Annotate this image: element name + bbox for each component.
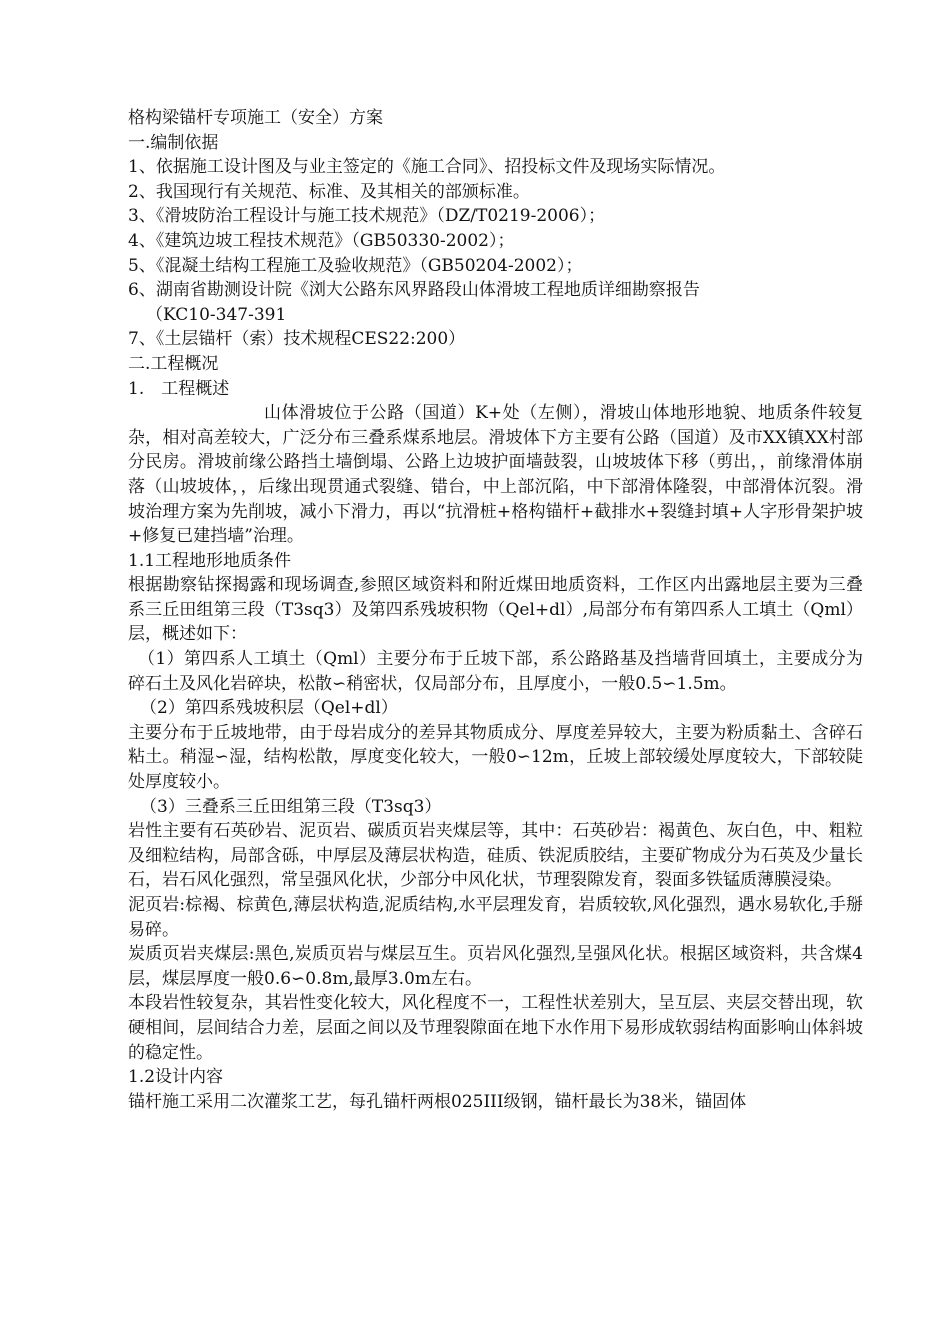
coal-paragraph: 炭质页岩夹煤层:黑色,炭质页岩与煤层互生。页岩风化强烈,呈强风化状。根据区域资料，共含煤4层，煤层厚度一般0.6∽0.8m,最厚3.0m左右。 <box>128 944 863 989</box>
basis-item-6: 6、湖南省勘测设计院《浏大公路东风界路段山体滑坡工程地质详细勘察报告 <box>128 280 700 301</box>
basis-item-7: 7、《土层锚杆（索）技术规程CES22:200） <box>128 329 466 350</box>
design-paragraph: 锚杆施工采用二次灌浆工艺，每孔锚杆两根025III级钢，锚杆最长为38米，锚固体 <box>128 1091 747 1112</box>
subsection-heading: 1. 工程概述 <box>128 378 230 399</box>
subsection-heading: 1.2设计内容 <box>128 1067 224 1088</box>
summary-paragraph: 本段岩性较复杂，其岩性变化较大，风化程度不一，工程性状差别大，呈互层、夹层交替出现，软硬相间，层间结合力差，层面之间以及节理裂隙面在地下水作用下易形成软弱结构面影响山体斜坡的稳定性。 <box>128 993 863 1063</box>
geology-item-2-heading: （2）第四系残坡积层（Qel+dl） <box>140 698 398 719</box>
overview-paragraph: 山体滑坡位于公路（国道）K+处（左侧），滑坡山体地形地貌、地质条件较复杂，相对高差较大，广泛分布三叠系煤系地层。滑坡体下方主要有公路（国道）及市XX镇XX村部分民房。滑坡前缘公路挡土墙倒塌、公路上边坡护面墙鼓裂，山坡坡体下移（剪出，，前缘滑体崩落（山坡坡体，，后缘出现贯通式裂缝、错台，中上部沉陷，中下部滑体隆裂，中部滑体沉裂。滑坡治理方案为先削坡，减小下滑力，再以“抗滑桩+格构锚杆+截排水+裂缝封填+人字形骨架护坡+修复已建挡墙”治理。 <box>128 403 863 547</box>
basis-item-2: 2、我国现行有关规范、标准、及其相关的部颁标准。 <box>128 181 530 202</box>
basis-item-5: 5、《混凝土结构工程施工及验收规范》（GB50204-2002）； <box>128 255 583 276</box>
geology-intro-paragraph: 根据勘察钻探揭露和现场调查,参照区域资料和附近煤田地质资料，工作区内出露地层主要为三叠系三丘田组第三段（T3sq3）及第四系残坡积物（Qel+dl）,局部分布有第四系人工填土（Qml）层，概述如下： <box>128 575 863 645</box>
basis-item-4: 4、《建筑边坡工程技术规范》（GB50330-2002）； <box>128 230 515 251</box>
document-body <box>128 106 863 1114</box>
document-title: 格构梁锚杆专项施工（安全）方案 <box>128 108 383 128</box>
section-heading: 二.工程概况 <box>128 353 219 374</box>
basis-item-6-continued: （KC10-347-391 <box>146 304 287 325</box>
mudstone-paragraph: 泥页岩:棕褐、棕黄色,薄层状构造,泥质结构,水平层理发育，岩质较软,风化强烈，遇水易软化,手掰易碎。 <box>128 895 863 940</box>
basis-item-1: 1、依据施工设计图及与业主签定的《施工合同》、招投标文件及现场实际情况。 <box>128 157 726 178</box>
subsection-heading: 1.1工程地形地质条件 <box>128 550 292 571</box>
geology-item-2-body: 主要分布于丘坡地带，由于母岩成分的差异其物质成分、厚度差异较大，主要为粉质黏土、含碎石粘土。稍湿∽湿，结构松散，厚度变化较大，一般0∽12m，丘坡上部较缓处厚度较大，下部较陡处厚度较小。 <box>128 722 863 793</box>
basis-item-3: 3、《滑坡防治工程设计与施工技术规范》（DZ/T0219-2006）； <box>128 206 606 227</box>
section-heading: 一.编制依据 <box>128 132 219 153</box>
geology-item-3-body: 岩性主要有石英砂岩、泥页岩、碳质页岩夹煤层等，其中：石英砂岩：褐黄色、灰白色，中、粗粒及细粒结构，局部含砾，中厚层及薄层状构造，硅质、铁泥质胶结，主要矿物成分为石英及少量长石，岩石风化强烈，常呈强风化状，少部分中风化状，节理裂隙发育，裂面多铁锰质薄膜浸染。 <box>128 821 863 891</box>
geology-item-1: （1）第四系人工填土（Qml）主要分布于丘坡下部，系公路路基及挡墙背回填土，主要成分为碎石土及风化岩碎块，松散∽稍密状，仅局部分布，且厚度小，一般0.5∽1.5m。 <box>128 649 863 694</box>
geology-item-3-heading: （3）三叠系三丘田组第三段（T3sq3） <box>140 796 442 817</box>
